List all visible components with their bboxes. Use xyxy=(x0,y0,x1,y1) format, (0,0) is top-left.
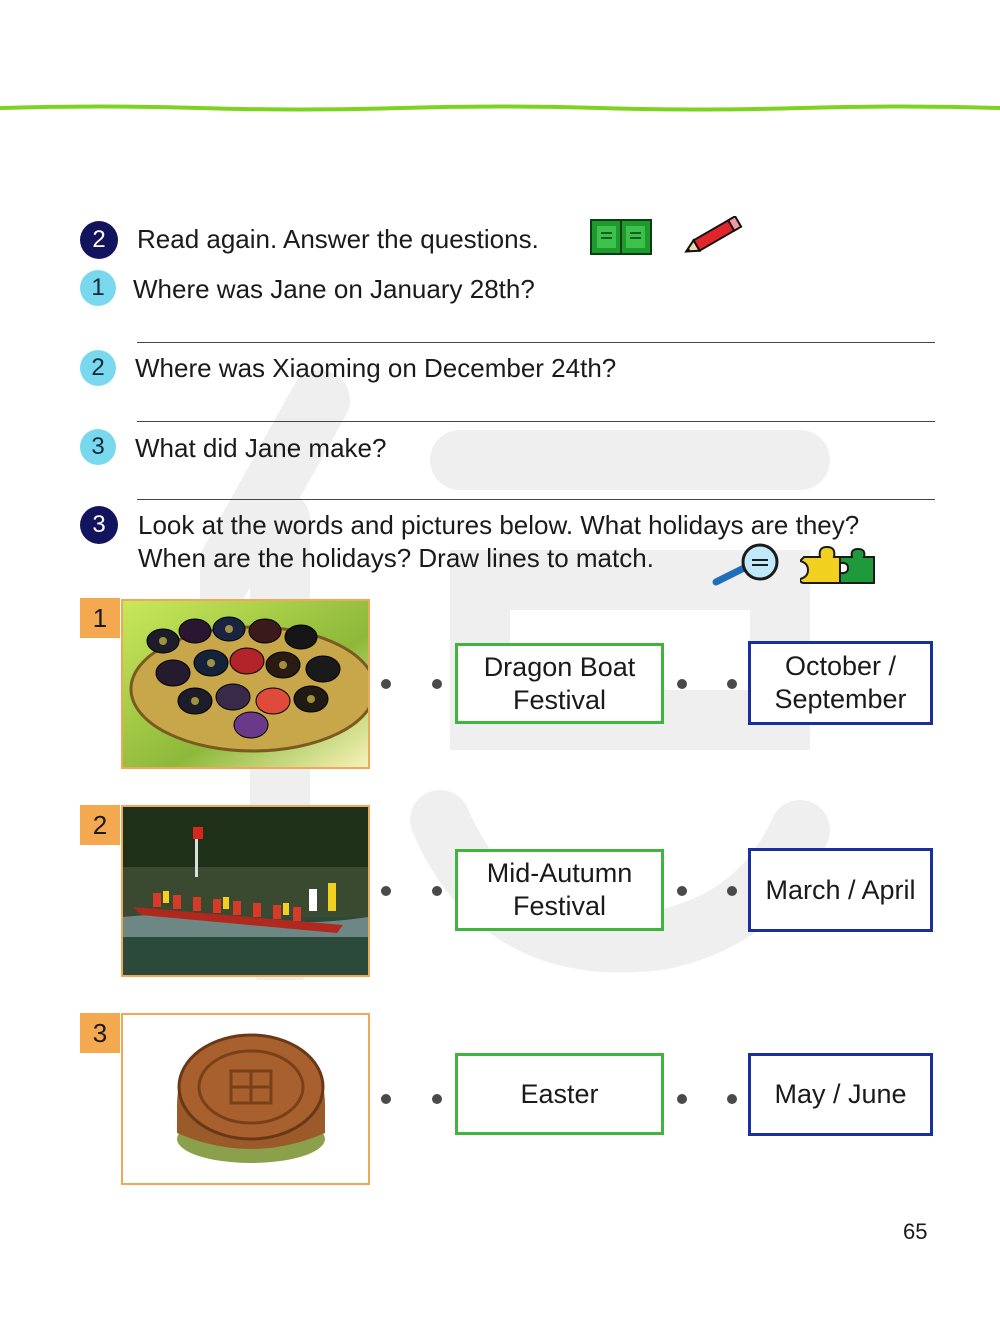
months-box-1-label: October / September xyxy=(774,651,907,714)
holiday-3-left-dot[interactable] xyxy=(432,1094,442,1104)
holiday-2-right-dot[interactable] xyxy=(677,886,687,896)
answer-line-1[interactable] xyxy=(137,342,935,343)
picture-1-dot[interactable] xyxy=(381,679,391,689)
holiday-box-1 xyxy=(455,643,664,724)
exercise-3-number: 3 xyxy=(80,506,118,544)
picture-frame-2 xyxy=(121,805,370,977)
row-1-number: 1 xyxy=(80,598,120,638)
question-3-number: 3 xyxy=(80,429,116,465)
answer-line-3[interactable] xyxy=(137,499,935,500)
picture-2-dot[interactable] xyxy=(381,886,391,896)
months-1-dot[interactable] xyxy=(727,679,737,689)
mooncake-picture xyxy=(123,1015,368,1183)
holiday-1-left-dot[interactable] xyxy=(432,679,442,689)
picture-frame-3 xyxy=(121,1013,370,1185)
row-3-number: 3 xyxy=(80,1013,120,1053)
exercise-3-instruction-line-1: Look at the words and pictures below. What holidays are they? xyxy=(138,510,860,540)
row-2-number: 2 xyxy=(80,805,120,845)
holiday-box-1-label: Dragon Boat Festival xyxy=(483,651,636,715)
months-box-1 xyxy=(748,641,933,725)
exercise-3-instruction-line-2: When are the holidays? Draw lines to match. xyxy=(138,543,654,573)
picture-frame-1 xyxy=(121,599,370,769)
top-green-rule xyxy=(0,104,1000,112)
months-box-3 xyxy=(748,1053,933,1136)
magnifier-icon xyxy=(710,542,784,588)
holiday-box-3 xyxy=(455,1053,664,1135)
easter-eggs-picture xyxy=(123,601,368,767)
holiday-3-right-dot[interactable] xyxy=(677,1094,687,1104)
holiday-box-2-label: Mid-Autumn Festival xyxy=(486,858,633,921)
answer-line-2[interactable] xyxy=(137,421,935,422)
puzzle-icon xyxy=(800,543,878,587)
question-2-number: 2 xyxy=(80,350,116,386)
question-1-text: Where was Jane on January 28th? xyxy=(133,274,535,304)
dragon-boat-picture xyxy=(123,807,368,975)
question-3-text: What did Jane make? xyxy=(135,433,387,463)
book-icon xyxy=(590,219,652,255)
months-box-2 xyxy=(748,848,933,932)
months-box-2-label: March / April xyxy=(765,874,916,905)
question-2-text: Where was Xiaoming on December 24th? xyxy=(135,353,617,383)
months-box-3-label: May / June xyxy=(774,1079,907,1109)
holiday-1-right-dot[interactable] xyxy=(677,679,687,689)
picture-3-dot[interactable] xyxy=(381,1094,391,1104)
holiday-2-left-dot[interactable] xyxy=(432,886,442,896)
page-number: 65 xyxy=(903,1219,928,1244)
holiday-box-3-label: Easter xyxy=(520,1078,599,1109)
pencil-icon xyxy=(680,216,746,256)
question-1-number: 1 xyxy=(80,270,116,306)
holiday-box-2 xyxy=(455,849,664,931)
exercise-2-number: 2 xyxy=(80,221,118,259)
months-2-dot[interactable] xyxy=(727,886,737,896)
exercise-2-instruction: Read again. Answer the questions. xyxy=(137,224,539,254)
months-3-dot[interactable] xyxy=(727,1094,737,1104)
